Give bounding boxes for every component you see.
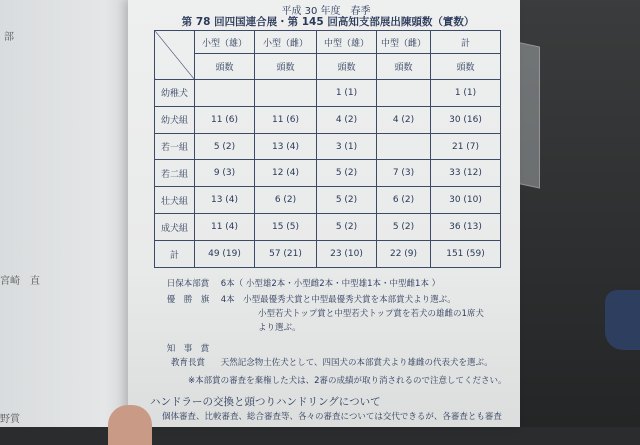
header-title: 第 78 回四国連合展・第 145 回高知支部展出陳頭数（實数）: [181, 16, 475, 28]
table-row: [155, 214, 501, 241]
entry-count-table: [154, 30, 501, 268]
table-cell: 9 (3): [195, 160, 255, 187]
header-class-1: 小型（雌）: [255, 31, 317, 54]
note-line: [158, 293, 456, 305]
note-line: [258, 307, 484, 319]
table-cell: 49 (19): [195, 241, 255, 268]
table-cell: 5 (2): [195, 133, 255, 160]
header-class-3: 中型（雌）: [377, 31, 431, 54]
table-row: [155, 106, 501, 133]
note-key: 知 事 賞: [166, 344, 210, 354]
table-cell: 6 (2): [377, 187, 431, 214]
row-label: 壮犬組: [155, 187, 195, 214]
note-key: 日保本部賞: [166, 279, 210, 289]
note-text: より選ぶ。: [258, 323, 301, 333]
table-cell: 11 (4): [195, 214, 255, 241]
row-label: 幼稚犬: [155, 79, 195, 106]
table-cell: 11 (6): [255, 106, 317, 133]
note-key: 優 勝 旗: [166, 295, 210, 305]
header-class-total: 計: [431, 31, 501, 54]
note-line: [258, 321, 301, 333]
table-cell: 22 (9): [377, 241, 431, 268]
row-label: 若一組: [155, 133, 195, 160]
table-corner-diagonal: [155, 31, 195, 80]
table-cell: 57 (21): [255, 241, 317, 268]
table-row: [155, 133, 501, 160]
header-sub-2: 頭数: [317, 54, 377, 80]
table-cell: 151 (59): [431, 241, 501, 268]
table-cell: 12 (4): [255, 160, 317, 187]
table-cell: 1 (1): [431, 79, 501, 106]
table-cell: 33 (12): [431, 160, 501, 187]
table-cell: 21 (7): [431, 133, 501, 160]
header-sub-1: 頭数: [255, 54, 317, 80]
note-text: ※本部賞の審査を棄権した犬は、2審の成績が取り消されるので注意してください。: [188, 376, 507, 386]
table-cell: 5 (2): [317, 214, 377, 241]
table-cell: [377, 133, 431, 160]
table-row: [155, 160, 501, 187]
row-label: 幼犬組: [155, 106, 195, 133]
table-cell: 3 (1): [317, 133, 377, 160]
table-cell: 30 (16): [431, 106, 501, 133]
table-cell: 23 (10): [317, 241, 377, 268]
header-class-2: 中型（雄）: [317, 31, 377, 54]
table-cell: 30 (10): [431, 187, 501, 214]
header-class-0: 小型（雄）: [195, 31, 255, 54]
row-label: 成犬組: [155, 214, 195, 241]
header-sub-0: 頭数: [195, 54, 255, 80]
row-label: 若二組: [155, 160, 195, 187]
table-cell: 13 (4): [195, 187, 255, 214]
table-row: [155, 79, 501, 106]
table-cell: 36 (13): [431, 214, 501, 241]
handling-title: ハンドラーの交換と頭つりハンドリングについて: [150, 396, 381, 408]
note-text: 天然記念物土佐犬として、四国犬の本部賞犬より雄雌の代表犬を選ぶ。: [220, 358, 493, 368]
table-cell: 5 (2): [317, 187, 377, 214]
note-text: 小型若犬トップ賞と中型若犬トップ賞を若犬の雄雌の1席犬: [258, 309, 484, 319]
left-page-text-top: 部: [4, 32, 14, 43]
table-cell: 4 (2): [317, 106, 377, 133]
note-key: 教育長賞: [170, 358, 205, 368]
table-row: [155, 187, 501, 214]
table-cell: 13 (4): [255, 133, 317, 160]
table-cell: 5 (2): [317, 160, 377, 187]
note-line: [158, 277, 440, 289]
thumb: [108, 405, 152, 445]
note-line: [158, 342, 218, 354]
table-cell: 1 (1): [317, 79, 377, 106]
table-cell: [255, 79, 317, 106]
header-year: 平成 30 年度 春季: [281, 6, 371, 17]
note-text: 6本（ 小型雄2本・小型雌2本・中型雄1本・中型雌1本 ）: [220, 279, 441, 289]
shoe: [605, 290, 640, 350]
left-page-text-bottom: 野賞: [0, 414, 20, 425]
document-page: [128, 0, 520, 427]
note-text: 4本 小型最優秀犬賞と中型最優秀犬賞を本部賞犬より選ぶ。: [220, 295, 456, 305]
table-cell: 7 (3): [377, 160, 431, 187]
note-warning: [188, 374, 507, 386]
header-sub-3: 頭数: [377, 54, 431, 80]
header-sub-total: 頭数: [431, 54, 501, 80]
table-cell: 5 (2): [377, 214, 431, 241]
table-cell: [377, 79, 431, 106]
table-cell: 15 (5): [255, 214, 317, 241]
table-row-total: [155, 241, 501, 268]
row-label: 計: [155, 241, 195, 268]
table-cell: 6 (2): [255, 187, 317, 214]
note-line: [158, 356, 493, 368]
table-cell: 11 (6): [195, 106, 255, 133]
left-page-name: 宮崎 直: [0, 276, 40, 287]
table-cell: 4 (2): [377, 106, 431, 133]
table-cell: [195, 79, 255, 106]
handling-body: 個体審査、比較審査、総合審査等、各々の審査については交代できるが、各審査とも審査: [162, 412, 502, 422]
